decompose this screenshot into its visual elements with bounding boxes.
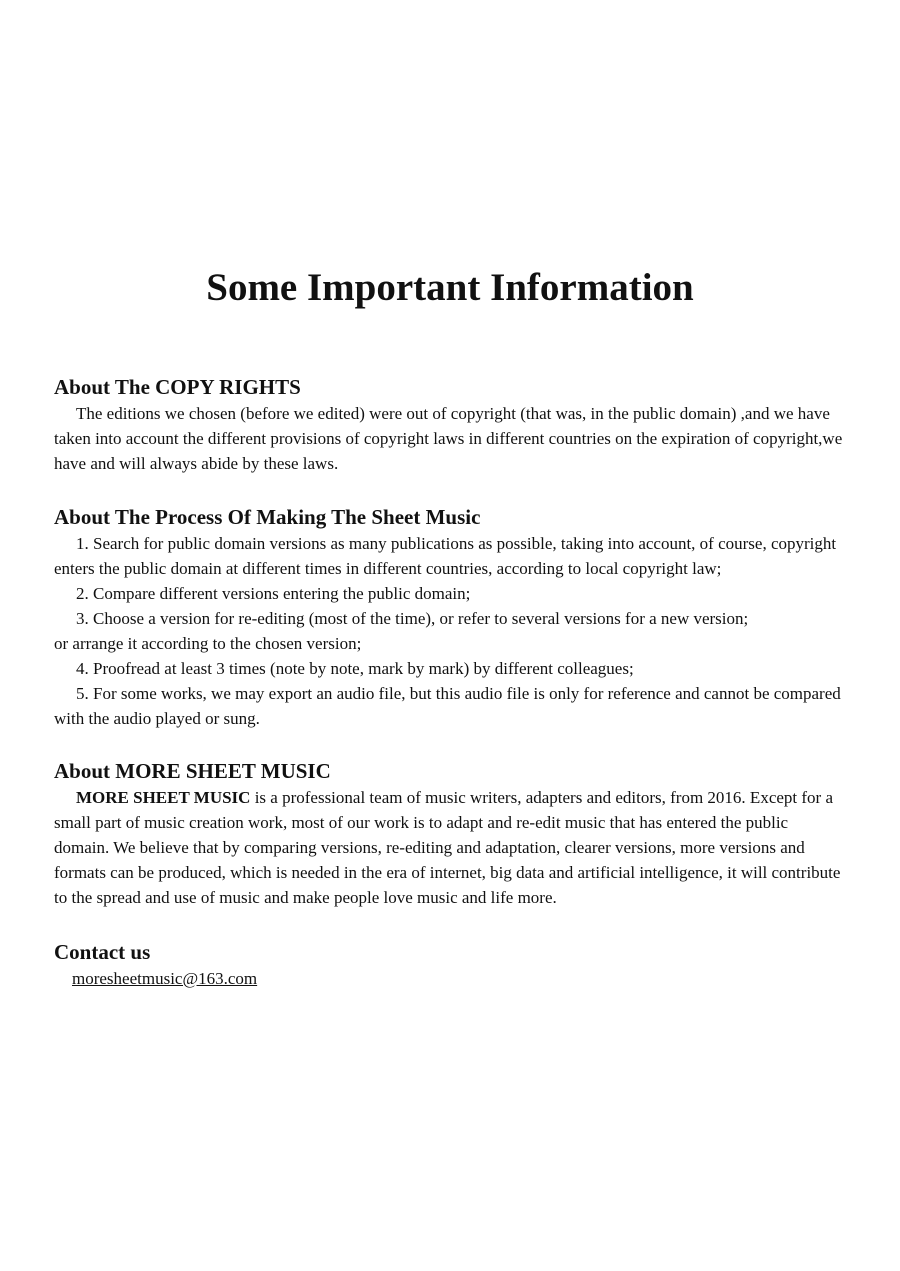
contact-section	[54, 938, 846, 991]
contact-heading: Contact us	[54, 940, 151, 964]
more-body	[54, 785, 846, 910]
brand-name: MORE SHEET MUSIC	[76, 788, 251, 807]
process-step-1: 1. Search for public domain versions as many publications as possible, taking into account, of course, copyright enters the public domain at different times in different countries, according to local copyright law;	[54, 534, 837, 578]
more-heading: About MORE SHEET MUSIC	[54, 759, 331, 783]
copyright-body: The editions we chosen (before we edited) were out of copyright (that was, in the public domain) ,and we have taken into account the different provisions of copyright laws in different countries on the expiration of copyright,we have and will always abide by these laws.	[54, 404, 843, 473]
copyright-section	[54, 373, 846, 476]
more-body-text: is a professional team of music writers, adapters and editors, from 2016. Except for a small part of music creation work, most of our work is to adapt and re-edit music that has entered the public domain. We believe that by comparing versions, re-editing and adaptation, clearer versions, more versions and formats can be produced, which is needed in the era of internet, big data and artificial intelligence, it will contribute to the spread and use of music and make people love music and life more.	[54, 788, 841, 907]
about-more-sheet-music-section	[54, 757, 846, 910]
process-step-4: 4. Proofread at least 3 times (note by note, mark by mark) by different colleagues;	[76, 659, 634, 678]
process-step-3: 3. Choose a version for re-editing (most of the time), or refer to several versions for a new version;	[76, 609, 749, 628]
copyright-heading: About The COPY RIGHTS	[54, 375, 301, 399]
process-step-3-continued: or arrange it according to the chosen version;	[54, 634, 362, 653]
contact-email-link[interactable]: moresheetmusic@163.com	[72, 969, 258, 988]
page-title: Some Important Information	[206, 266, 694, 309]
process-section	[54, 503, 846, 731]
process-heading: About The Process Of Making The Sheet Music	[54, 505, 481, 529]
process-step-2: 2. Compare different versions entering the public domain;	[76, 584, 471, 603]
process-step-5: 5. For some works, we may export an audio file, but this audio file is only for reference and cannot be compared with the audio played or sung.	[54, 684, 841, 728]
